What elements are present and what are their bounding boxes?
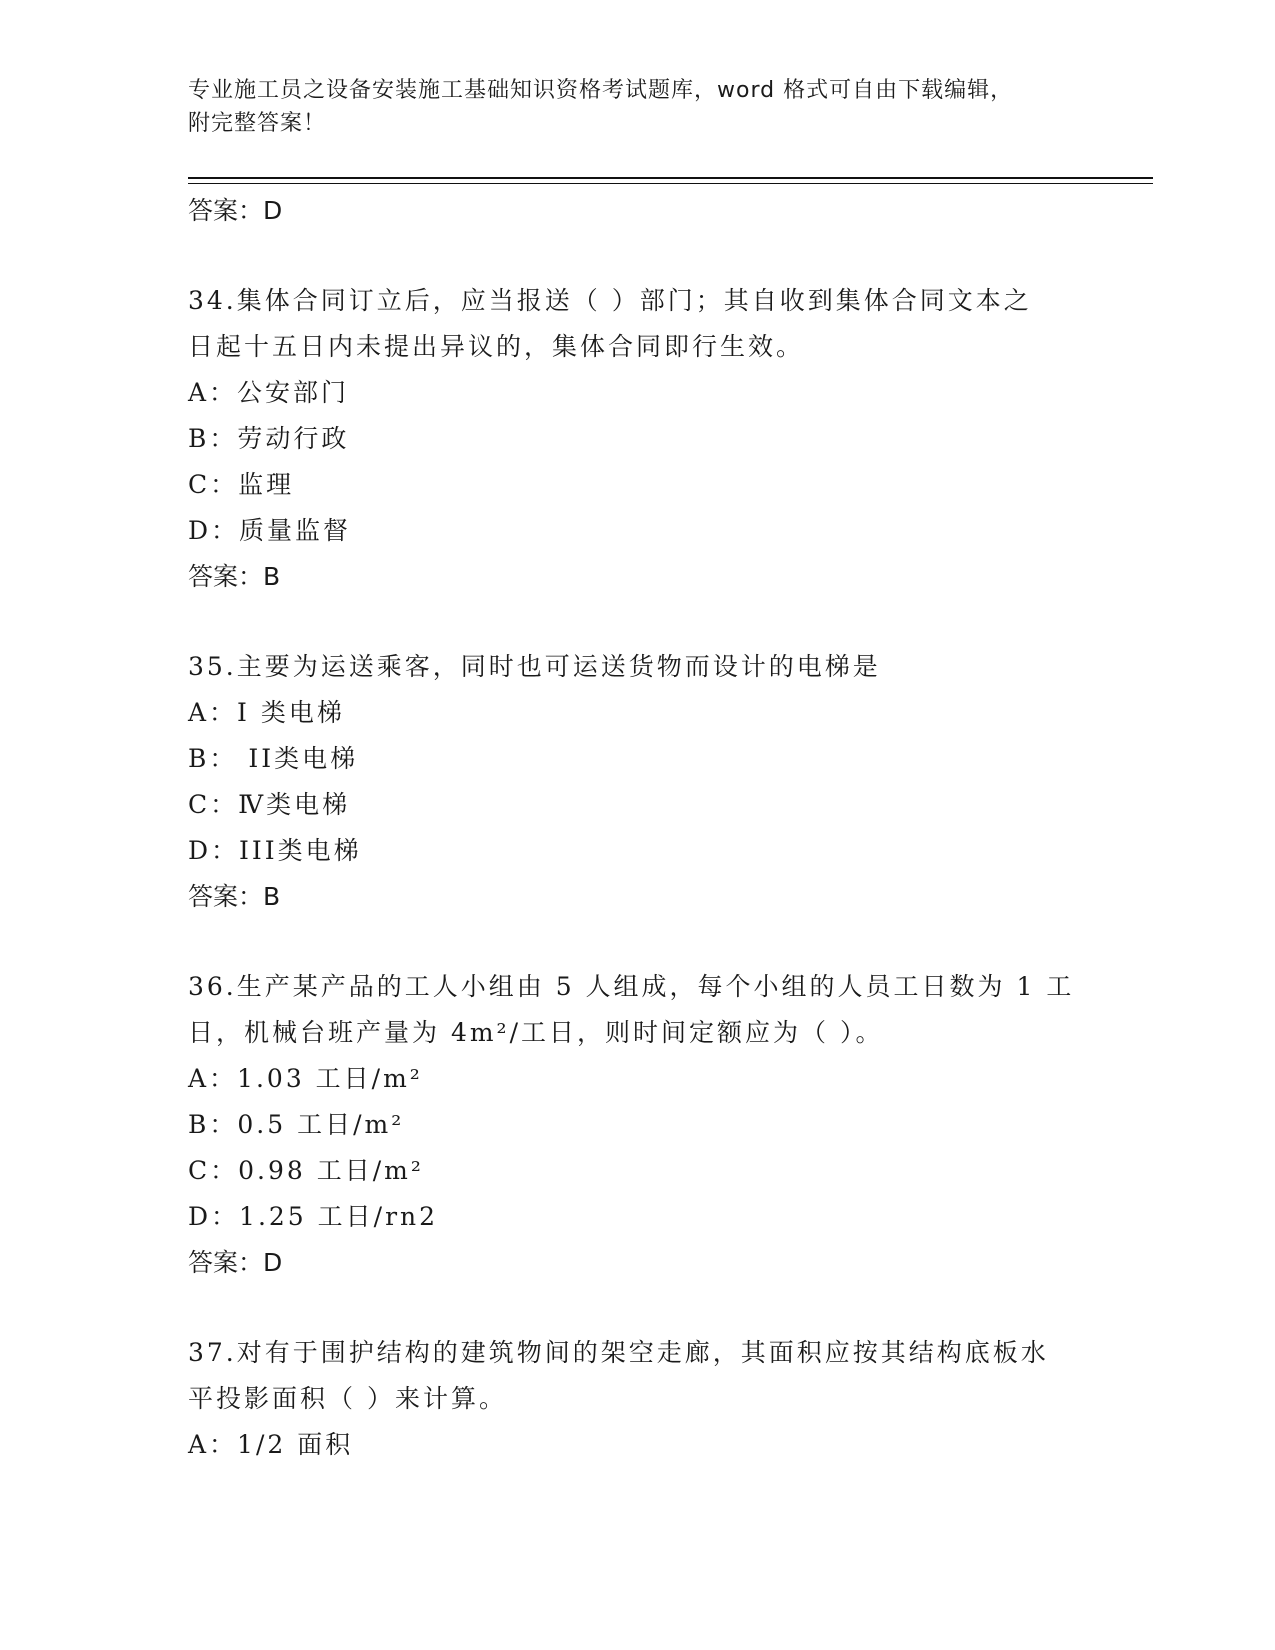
question-stem xyxy=(188,1330,1088,1422)
question-stem xyxy=(188,644,1088,690)
question-37 xyxy=(188,1330,1088,1468)
header-rule-thin xyxy=(188,183,1153,184)
question-stem xyxy=(188,964,1088,1056)
option-c: C：Ⅳ类电梯 xyxy=(188,790,351,819)
option-d: D：III类电梯 xyxy=(188,836,362,865)
question-35 xyxy=(188,644,1088,920)
header-rule-thick xyxy=(188,177,1153,179)
option-b: B：劳动行政 xyxy=(188,424,350,453)
question-36 xyxy=(188,964,1088,1286)
answer: 答案：B xyxy=(188,882,281,911)
option-d: D：1.25 工日/rn2 xyxy=(188,1202,439,1231)
page-header xyxy=(188,74,1068,140)
header-line-2: 附完整答案！ xyxy=(188,111,327,136)
option-a: A：1/2 面积 xyxy=(188,1430,354,1459)
question-stem-line-2: 日起十五日内未提出异议的，集体合同即行生效。 xyxy=(188,332,805,361)
question-stem-line-1: 37.对有于围护结构的建筑物间的架空走廊，其面积应按其结构底板水 xyxy=(188,1338,1049,1367)
option-a: A：I 类电梯 xyxy=(188,698,345,727)
question-stem-line-2: 日，机械台班产量为 4m²/工日，则时间定额应为（ ）。 xyxy=(188,1018,884,1047)
option-a: A：1.03 工日/m² xyxy=(188,1064,423,1093)
option-b: B： II类电梯 xyxy=(188,744,359,773)
answer: 答案：D xyxy=(188,1248,283,1277)
header-line-1: 专业施工员之设备安装施工基础知识资格考试题库，word 格式可自由下载编辑， xyxy=(188,78,1014,103)
option-a: A：公安部门 xyxy=(188,378,350,407)
option-b: B：0.5 工日/m² xyxy=(188,1110,405,1139)
question-stem xyxy=(188,278,1088,370)
option-c: C：监理 xyxy=(188,470,295,499)
question-34 xyxy=(188,278,1088,600)
answer: 答案：B xyxy=(188,562,281,591)
question-stem-line-1: 36.生产某产品的工人小组由 5 人组成，每个小组的人员工日数为 1 工 xyxy=(188,972,1075,1001)
question-list xyxy=(188,188,1088,1468)
option-c: C：0.98 工日/m² xyxy=(188,1156,424,1185)
question-stem-line-2: 平投影面积（ ）来计算。 xyxy=(188,1384,507,1413)
option-d: D：质量监督 xyxy=(188,516,352,545)
previous-answer: 答案：D xyxy=(188,196,283,225)
question-stem-line-1: 34.集体合同订立后，应当报送（ ）部门；其自收到集体合同文本之 xyxy=(188,286,1032,315)
question-stem-line-1: 35.主要为运送乘客，同时也可运送货物而设计的电梯是 xyxy=(188,652,881,681)
